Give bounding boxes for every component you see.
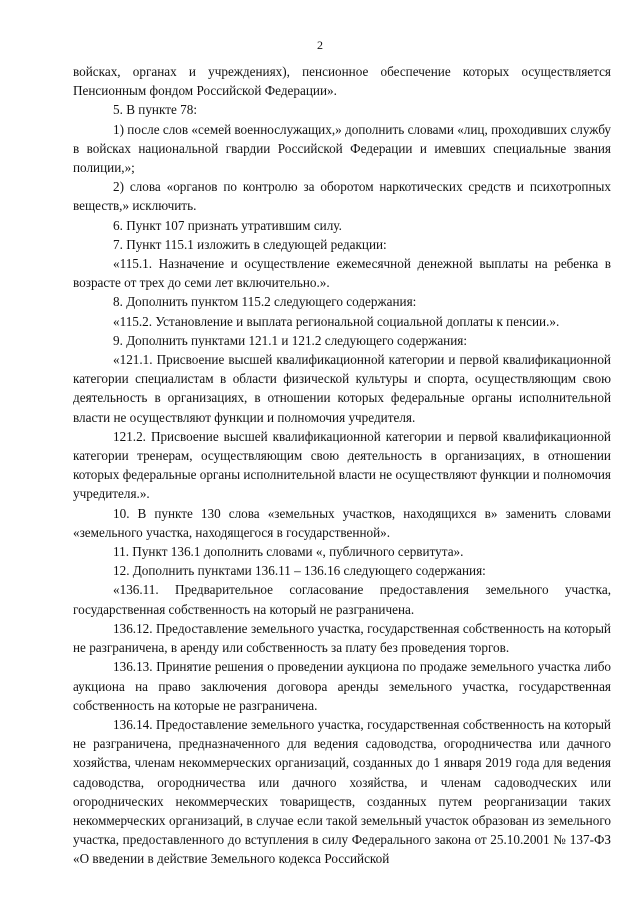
paragraph-item-6: 6. Пункт 107 признать утратившим силу. bbox=[113, 217, 342, 233]
document-body bbox=[73, 62, 611, 869]
page-number: 2 bbox=[317, 38, 323, 52]
paragraph-item-12: 12. Дополнить пунктами 136.11 – 136.16 следующего содержания: bbox=[113, 563, 486, 579]
paragraph-clause-136-11: «136.11. Предварительное согласование предоставления земельного участка, государственная собственность на который не разграничена. bbox=[73, 582, 611, 617]
paragraph-item-5: 5. В пункте 78: bbox=[113, 102, 197, 118]
paragraph-item-10: 10. В пункте 130 слова «земельных участков, находящихся в» заменить словами «земельного участка, находящегося в государственной». bbox=[73, 505, 611, 540]
paragraph-clause-136-12: 136.12. Предоставление земельного участка, государственная собственность на который не разграничена, в аренду или собственность за плату без проведения торгов. bbox=[73, 620, 611, 656]
paragraph-clause-121-2: 121.2. Присвоение высшей квалификационной категории и первой квалификационной категории тренерам, осуществляющим свою деятельность в организациях, в отношении которых федеральные органы исполнительной власти не осуществляют функции и полномочия учредителя.». bbox=[73, 428, 611, 502]
paragraph-clause-136-14: 136.14. Предоставление земельного участка, государственная собственность на который не разграничена, предназначенного для ведения садоводства, огородничества или дачного хозяйства, членам некоммерческих организаций, созданных до 1 января 2019 года для ведения садоводства, огородничества или дачного хозяйства, и членам садоводческих или огороднических некоммерческих товариществ, созданных путем реорганизации таких некоммерческих организаций, в случае если такой земельный участок образован из земельного участка, предоставленного до вступления в силу Федерального закона от 25.10.2001 № 137-ФЗ «О введении в действие Земельного кодекса Российской bbox=[73, 716, 611, 867]
paragraph-clause-121-1: «121.1. Присвоение высшей квалификационной категории и первой квалификационной категории специалистам в области физической культуры и спорта, осуществляющим свою деятельность в организациях, в отношении которых федеральные органы исполнительной власти не осуществляют функции и полномочия учредителя. bbox=[73, 352, 611, 425]
paragraph-continuation: войсках, органах и учреждениях), пенсионное обеспечение которых осуществляется Пенсионным фондом Российской Федерации». bbox=[73, 64, 611, 99]
paragraph-item-5-2: 2) слова «органов по контролю за оборотом наркотических средств и психотропных веществ,» исключить. bbox=[73, 179, 611, 214]
paragraph-clause-136-13: 136.13. Принятие решения о проведении аукциона по продаже земельного участка либо аукциона на право заключения договора аренды земельного участка, государственная собственность на которые не разграничена. bbox=[73, 659, 611, 713]
paragraph-clause-115-2: «115.2. Установление и выплата региональной социальной доплаты к пенсии.». bbox=[113, 313, 560, 329]
paragraph-item-11: 11. Пункт 136.1 дополнить словами «, публичного сервитута». bbox=[113, 544, 464, 560]
paragraph-item-7: 7. Пункт 115.1 изложить в следующей редакции: bbox=[113, 236, 387, 252]
paragraph-item-5-1: 1) после слов «семей военнослужащих,» дополнить словами «лиц, проходивших службу в войсках национальной гвардии Российской Федерации и имевших специальные звания полиции,»; bbox=[73, 121, 611, 176]
paragraph-item-9: 9. Дополнить пунктами 121.1 и 121.2 следующего содержания: bbox=[113, 332, 468, 348]
paragraph-clause-115-1: «115.1. Назначение и осуществление ежемесячной денежной выплаты на ребенка в возрасте от трех до семи лет включительно.». bbox=[73, 256, 611, 291]
paragraph-item-8: 8. Дополнить пунктом 115.2 следующего содержания: bbox=[113, 294, 417, 310]
